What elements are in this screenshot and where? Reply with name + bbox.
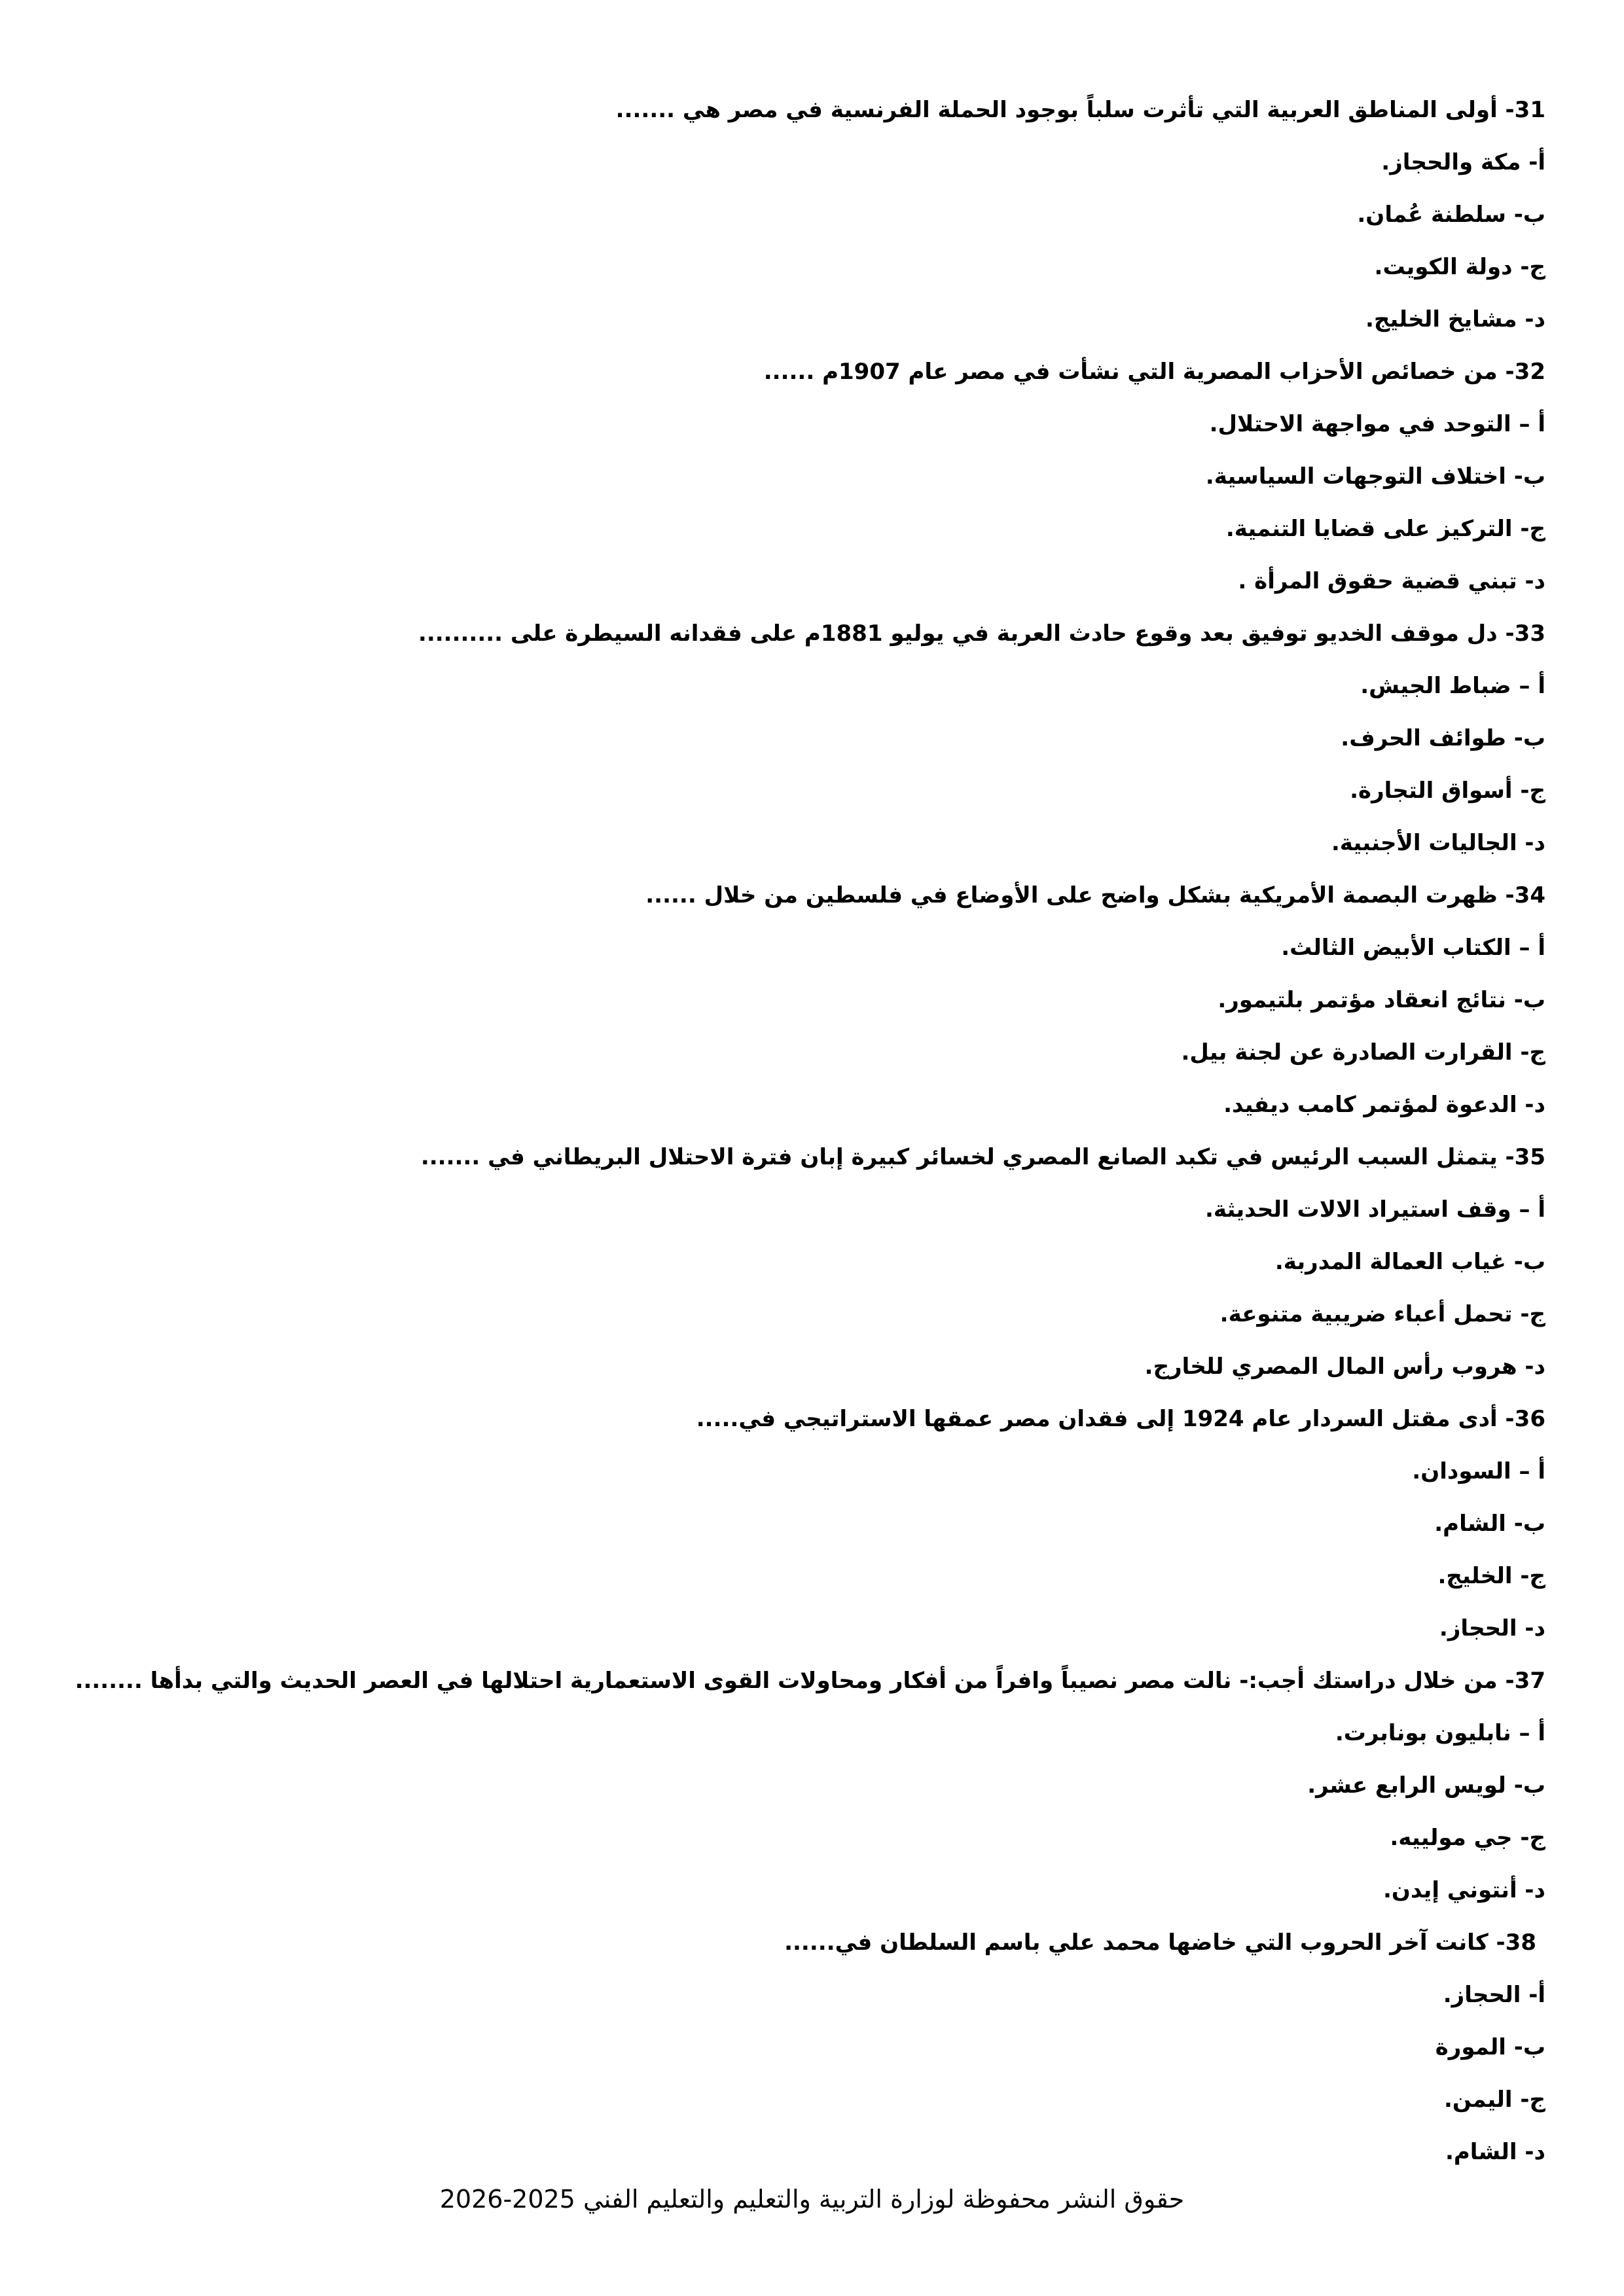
option-c: ج- التركيز على قضايا التنمية. [1225, 516, 1545, 542]
option-c: ج- القرارت الصادرة عن لجنة بيل. [1181, 1039, 1545, 1066]
question-stem: 36- أدى مقتل السردار عام 1924 إلى فقدان مصر عمقها الاستراتيجي في..... [696, 1406, 1545, 1432]
option-d: د- تبني قضية حقوق المرأة . [1238, 568, 1545, 594]
option-c: ج- جي مولييه. [1390, 1825, 1545, 1851]
option-d: د- الحجاز. [1439, 1615, 1545, 1641]
question-stem: 34- ظهرت البصمة الأمريكية بشكل واضح على الأوضاع في فلسطين من خلال ...... [645, 882, 1545, 908]
option-b: ب- طوائف الحرف. [1341, 725, 1545, 751]
option-b: ب- غياب العمالة المدربة. [1274, 1249, 1545, 1275]
option-b: ب- لويس الرابع عشر. [1307, 1772, 1545, 1799]
option-b: ب- المورة [1435, 2034, 1545, 2060]
question-stem: 33- دل موقف الخديو توفيق بعد وقوع حادث العربة في يوليو 1881م على فقدانه السيطرة على .......... [418, 620, 1545, 647]
option-a: أ – السودان. [1412, 1458, 1545, 1484]
question-stem: 37- من خلال دراستك أجب:- نالت مصر نصيباً وافراً من أفكار ومحاولات القوى الاستعمارية احتلالها في العصر الحديث والتي بدأها ........ [75, 1668, 1545, 1694]
question-37 [75, 1655, 1545, 1916]
question-36 [86, 1393, 1545, 1655]
option-c: ج- تحمل أعباء ضريبية متنوعة. [1219, 1301, 1545, 1327]
option-b: ب- سلطنة عُمان. [1357, 202, 1545, 228]
option-a: أ – التوحد في مواجهة الاحتلال. [1209, 411, 1545, 437]
option-a: أ – نابليون بونابرت. [1335, 1720, 1545, 1746]
option-a: أ – الكتاب الأبيض الثالث. [1281, 935, 1545, 961]
question-32 [86, 346, 1545, 607]
option-b: ب- نتائج انعقاد مؤتمر بلتيمور. [1218, 987, 1545, 1013]
option-b: ب- اختلاف التوجهات السياسية. [1205, 463, 1545, 490]
option-b: ب- الشام. [1434, 1511, 1545, 1537]
option-d: د- الدعوة لمؤتمر كامب ديفيد. [1223, 1092, 1545, 1118]
question-stem: 35- يتمثل السبب الرئيس في تكبد الصانع المصري لخسائر كبيرة إبان فترة الاحتلال البريطاني في ....... [420, 1144, 1545, 1170]
option-c: ج- أسواق التجارة. [1350, 778, 1545, 804]
option-a: أ- الحجاز. [1443, 1982, 1545, 2008]
question-stem: 38- كانت آخر الحروب التي خاضها محمد علي باسم السلطان في...... [784, 1929, 1536, 1956]
option-c: ج- اليمن. [1443, 2087, 1545, 2113]
question-31 [86, 84, 1545, 346]
question-35 [86, 1131, 1545, 1393]
option-d: د- هروب رأس المال المصري للخارج. [1144, 1354, 1545, 1380]
option-a: أ – وقف استيراد الالات الحديثة. [1204, 1196, 1545, 1223]
question-38 [86, 1916, 1545, 2178]
question-34 [86, 869, 1545, 1131]
option-d: د- الشام. [1445, 2139, 1545, 2165]
option-a: أ – ضباط الجيش. [1360, 673, 1545, 699]
option-c: ج- دولة الكويت. [1374, 254, 1545, 280]
question-33 [86, 607, 1545, 869]
question-stem: 31- أولى المناطق العربية التي تأثرت سلباً بوجود الحملة الفرنسية في مصر هي ....... [615, 97, 1545, 123]
option-c: ج- الخليج. [1437, 1563, 1545, 1589]
questions-list [75, 84, 1545, 2178]
question-stem: 32- من خصائص الأحزاب المصرية التي نشأت في مصر عام 1907م ...... [763, 359, 1545, 385]
copyright-footer: حقوق النشر محفوظة لوزارة التربية والتعليم والتعليم الفني 2025-2026 [439, 2185, 1185, 2214]
option-a: أ- مكة والحجاز. [1381, 149, 1545, 175]
option-d: د- الجاليات الأجنبية. [1331, 830, 1545, 856]
option-d: د- أنتوني إيدن. [1382, 1877, 1545, 1903]
option-d: د- مشايخ الخليج. [1365, 306, 1545, 332]
